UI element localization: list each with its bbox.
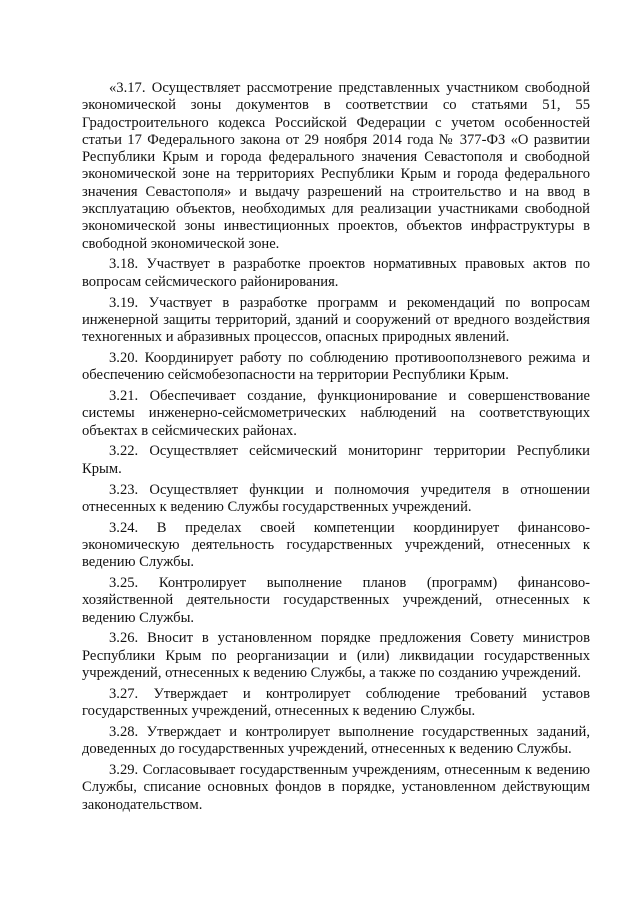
paragraph-3-27: 3.27. Утверждает и контролирует соблюдение требований уставов государственных учреждений, отнесенных к ведению Службы. xyxy=(82,685,590,720)
paragraph-3-22: 3.22. Осуществляет сейсмический мониторинг территории Республики Крым. xyxy=(82,443,590,477)
document-body xyxy=(82,80,590,817)
paragraph-3-21: 3.21. Обеспечивает создание, функционирование и совершенствование системы инженерно-сейсмометрических наблюдений на соответствующих объектах в сейсмических районах. xyxy=(82,388,590,439)
paragraph-3-18: 3.18. Участвует в разработке проектов нормативных правовых актов по вопросам сейсмического районирования. xyxy=(82,256,590,290)
paragraph-3-24: 3.24. В пределах своей компетенции координирует финансово-экономическую деятельность государственных учреждений, отнесенных к ведению Службы. xyxy=(82,519,590,571)
paragraph-3-20: 3.20. Координирует работу по соблюдению противооползневого режима и обеспечению сейсмобезопасности на территории Республики Крым. xyxy=(82,349,590,384)
paragraph-3-19: 3.19. Участвует в разработке программ и рекомендаций по вопросам инженерной защиты территорий, зданий и сооружений от вредного воздействия техногенных и абразивных процессов, опасных природных явлений. xyxy=(82,294,590,346)
paragraph-3-23: 3.23. Осуществляет функции и полномочия учредителя в отношении отнесенных к ведению Службы государственных учреждений. xyxy=(82,481,590,515)
paragraph-3-29: 3.29. Согласовывает государственным учреждениям, отнесенным к ведению Службы, списание основных фондов в порядке, установленном действующим законодательством. xyxy=(82,761,590,813)
paragraph-3-28: 3.28. Утверждает и контролирует выполнение государственных заданий, доведенных до государственных учреждений, отнесенных к ведению Службы. xyxy=(82,723,590,758)
paragraph-3-17: «3.17. Осуществляет рассмотрение представленных участником свободной экономической зоны документов в соответствии со статьями 51, 55 Градостроительного кодекса Российской Федерации с учетом особенностей статьи 17 Федерального закона от 29 ноября 2014 года № 377-ФЗ «О развитии Республики Крым и города федерального значения Севастополя и свободной экономической зоне на территориях Республики Крым и города федерального значения Севастополя» и выдачу разрешений на строительство и на ввод в эксплуатацию объектов, необходимых для реализации участниками свободной экономической зоны инвестиционных проектов, объектов инфраструктуры в свободной экономической зоне. xyxy=(82,80,590,252)
paragraph-3-26: 3.26. Вносит в установленном порядке предложения Совету министров Республики Крым по реорганизации и (или) ликвидации государственных учреждений, отнесенных к ведению Службы, а также по созданию учреждений. xyxy=(82,630,590,681)
paragraph-3-25: 3.25. Контролирует выполнение планов (программ) финансово-хозяйственной деятельности государственных учреждений, отнесенных к ведению Службы. xyxy=(82,575,590,626)
